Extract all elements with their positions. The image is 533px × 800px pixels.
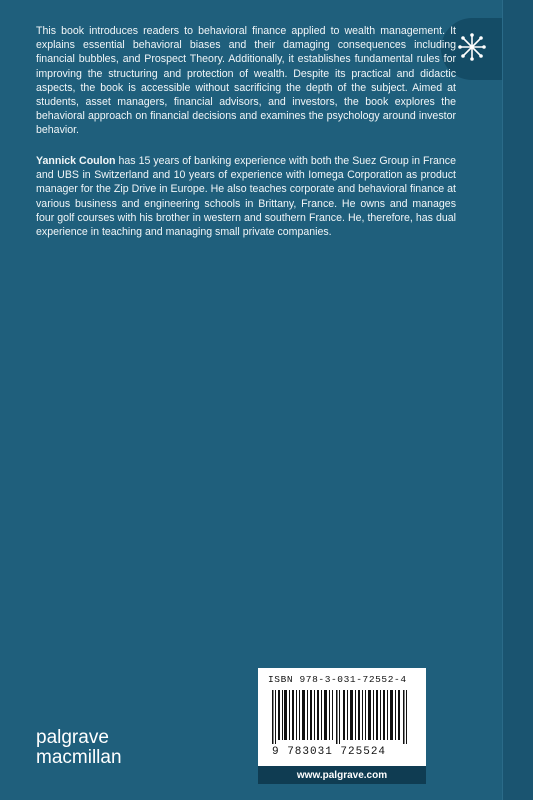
spine-text [507, 570, 529, 740]
barcode-digits: 9 783031 725524 [272, 746, 387, 758]
publisher-url [258, 766, 426, 784]
barcode-bars [272, 690, 412, 744]
publisher-logo-text [36, 728, 122, 768]
barcode-panel [258, 668, 426, 766]
author-bio [36, 154, 456, 239]
publisher-name-line2: macmillan [36, 747, 122, 768]
isbn-label: ISBN 978-3-031-72552-4 [268, 674, 407, 685]
publisher-url-text: www.palgrave.com [296, 769, 388, 781]
author-name: Yannick Coulon [36, 155, 116, 167]
palgrave-star-logo-icon [457, 32, 487, 62]
publisher-name-line1: palgrave [36, 727, 109, 748]
book-description: This book introduces readers to behavioral finance applied to wealth management. It explains essential behavioral biases and their damaging consequences including financial bubbles, and Prospect Theory. Additionally, it establishes fundamental rules for improving the structuring and protection of wealth. Despite its practical and didactic aspects, the book is accessible without sacrificing the depth of the subject. Aimed at students, asset managers, financial advisors, and investors, the book explores the behavioral approach on financial decisions and examines the psychology around investor behavior. [36, 25, 456, 137]
author-bio-text: has 15 years of banking experience with both the Suez Group in France and UBS in Switzerland and 10 years of experience with Iomega Corporation as product manager for the Zip Drive in Europe. He also teaches corporate and behavioral finance at various business and engineering schools in Brittany, France. He owns and manages four golf courses with his brother in western and southern France. He, therefore, has dual experience in teaching and managing small private companies. [36, 155, 456, 239]
book-spine [502, 0, 533, 800]
